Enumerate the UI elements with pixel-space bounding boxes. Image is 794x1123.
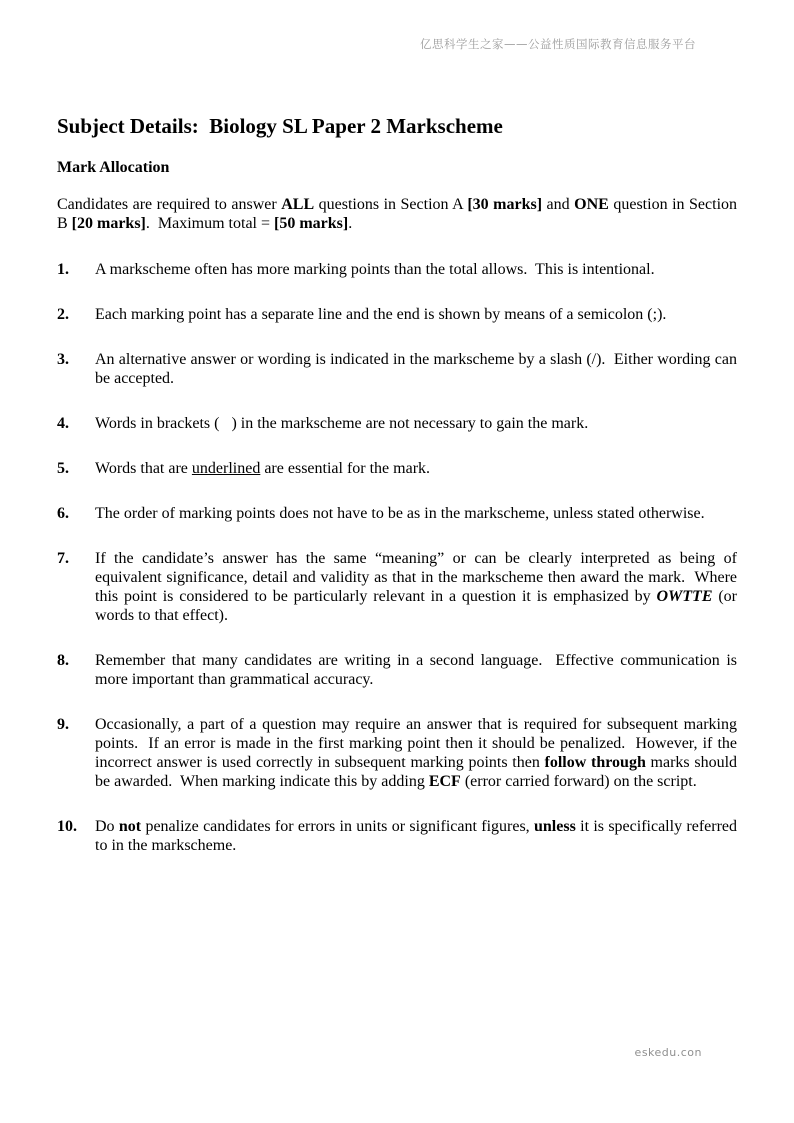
item-text (95, 459, 737, 478)
text-segment: (or words to that effect). (95, 588, 737, 624)
list-item (57, 459, 737, 478)
item-number: 7. (57, 550, 69, 567)
text-segment: The order of marking points does not have to be as in the markscheme, unless stated otherwise. (95, 505, 705, 522)
emphasized-text: ONE (574, 196, 609, 213)
item-number: 3. (57, 351, 69, 368)
text-segment: and (542, 196, 575, 213)
text-segment: An alternative answer or wording is indicated in the markscheme by a slash (/). Either wording can be accepted. (95, 351, 737, 387)
numbered-list (57, 260, 737, 855)
emphasized-text: [30 marks] (467, 196, 543, 213)
text-segment: Words in brackets ( ) in the markscheme are not necessary to gain the mark. (95, 415, 589, 432)
item-text (95, 350, 737, 388)
document-content (57, 0, 737, 881)
list-item (57, 350, 737, 388)
list-item (57, 549, 737, 625)
emphasized-text: follow through (544, 754, 646, 771)
intro-paragraph (57, 195, 737, 233)
emphasized-text: not (118, 818, 142, 835)
site-banner-text: 亿思科学生之家——公益性质国际教育信息服务平台 (420, 37, 696, 51)
item-number: 9. (57, 716, 69, 733)
item-text (95, 715, 737, 791)
item-text (95, 651, 737, 689)
emphasized-text: underlined (191, 460, 261, 477)
text-segment: it is specifically referred to in the markscheme. (95, 818, 738, 854)
list-item (57, 715, 737, 791)
emphasized-text: [20 marks] (71, 215, 146, 232)
list-item (57, 651, 737, 689)
item-number: 5. (57, 460, 69, 477)
item-number: 4. (57, 415, 69, 432)
text-segment: (error carried forward) on the script. (460, 773, 697, 790)
text-segment: . (348, 215, 353, 232)
item-number: 2. (57, 306, 69, 323)
text-segment: are essential for the mark. (260, 460, 431, 477)
list-item (57, 504, 737, 523)
item-text (95, 305, 737, 324)
page-title: Subject Details: Biology SL Paper 2 Markscheme (57, 114, 503, 138)
section-heading: Mark Allocation (57, 159, 170, 176)
item-text (95, 414, 737, 433)
text-segment: marks should be awarded. When marking indicate this by adding (95, 754, 738, 790)
emphasized-text: unless (534, 818, 576, 835)
text-segment: penalize candidates for errors in units or significant figures, (141, 818, 534, 835)
text-segment: Words that are (95, 460, 192, 477)
item-number: 8. (57, 652, 69, 669)
list-item (57, 305, 737, 324)
text-segment: A markscheme often has more marking points than the total allows. This is intentional. (95, 261, 655, 278)
list-item (57, 817, 737, 855)
text-segment: question in Section B (57, 196, 738, 232)
watermark-text: eskedu.con (634, 1046, 702, 1059)
list-item (57, 414, 737, 433)
item-number: 6. (57, 505, 69, 522)
emphasized-text: OWTTE (656, 588, 713, 605)
emphasized-text: [50 marks] (274, 215, 349, 232)
text-segment: . Maximum total = (145, 215, 275, 232)
text-segment: Remember that many candidates are writing in a second language. Effective communication is more important than grammatical accuracy. (95, 652, 737, 688)
text-segment: Each marking point has a separate line and the end is shown by means of a semicolon (;). (95, 306, 667, 323)
text-segment: questions in Section A (314, 196, 468, 213)
emphasized-text: ALL (281, 196, 315, 213)
text-segment: Do (95, 818, 119, 835)
item-text (95, 260, 737, 279)
item-number: 10. (57, 818, 77, 835)
emphasized-text: ECF (428, 773, 461, 790)
text-segment: If the candidate’s answer has the same “meaning” or can be clearly interpreted as being of equivalent significance, detail and validity as that in the markscheme then award the mark. Where this point is considered to be particularly relevant in a question it is emphasized by (95, 550, 737, 605)
item-text (95, 817, 737, 855)
text-segment: Candidates are required to answer (57, 196, 282, 213)
list-item (57, 260, 737, 279)
item-number: 1. (57, 261, 69, 278)
text-segment: Occasionally, a part of a question may require an answer that is required for subsequent marking points. If an error is made in the first marking point then it should be penalized. However, if the incorrect answer is used correctly in subsequent marking points then (95, 716, 737, 771)
item-text (95, 549, 737, 625)
item-text (95, 504, 737, 523)
